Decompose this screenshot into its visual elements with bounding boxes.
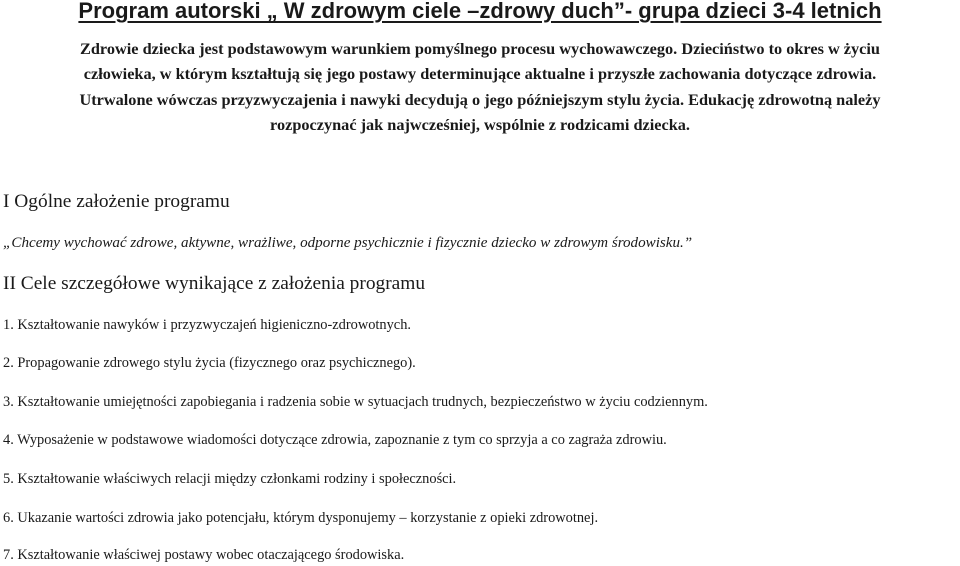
section-heading-general-assumption: I Ogólne założenie programu [3, 191, 230, 212]
goal-item: 2. Propagowanie zdrowego stylu życia (fizycznego oraz psychicznego). [3, 355, 416, 371]
goal-item: 7. Kształtowanie właściwej postawy wobec otaczającego środowiska. [3, 547, 405, 563]
intro-line: człowieka, w którym kształtują się jego postawy determinujące aktualne i przyszłe zachowania dotyczące zdrowia. [83, 64, 877, 84]
section-heading-detailed-goals: II Cele szczegółowe wynikające z założenia programu [3, 273, 426, 294]
goal-item: 6. Ukazanie wartości zdrowia jako potencjału, którym dysponujemy – korzystanie z opieki zdrowotnej. [3, 510, 599, 526]
goal-item: 1. Kształtowanie nawyków i przyzwyczajeń higieniczno-zdrowotnych. [3, 317, 411, 333]
document-title: Program autorski „ W zdrowym ciele –zdrowy duch”- grupa dzieci 3-4 letnich [78, 0, 882, 23]
intro-line: Utrwalone wówczas przyzwyczajenia i nawyki decydują o jego późniejszym stylu życia. Edukację zdrowotną należy [79, 89, 881, 109]
goal-item: 5. Kształtowanie właściwych relacji między członkami rodziny i społeczności. [3, 471, 457, 487]
intro-line: rozpoczynać jak najwcześniej, wspólnie z rodzicami dziecka. [270, 114, 690, 134]
goal-item: 4. Wyposażenie w podstawowe wiadomości dotyczące zdrowia, zapoznanie z tym co sprzyja a co zagraża zdrowiu. [3, 432, 667, 448]
intro-paragraph [0, 36, 960, 137]
goal-item: 3. Kształtowanie umiejętności zapobiegania i radzenia sobie w sytuacjach trudnych, bezpieczeństwo w życiu codziennym. [3, 394, 708, 410]
program-motto-quote: „Chcemy wychować zdrowe, aktywne, wrażliwe, odporne psychicznie i fizycznie dziecko w zdrowym środowisku.” [3, 235, 693, 251]
intro-line: Zdrowie dziecka jest podstawowym warunkiem pomyślnego procesu wychowawczego. Dzieciństwo to okres w życiu [80, 39, 880, 58]
